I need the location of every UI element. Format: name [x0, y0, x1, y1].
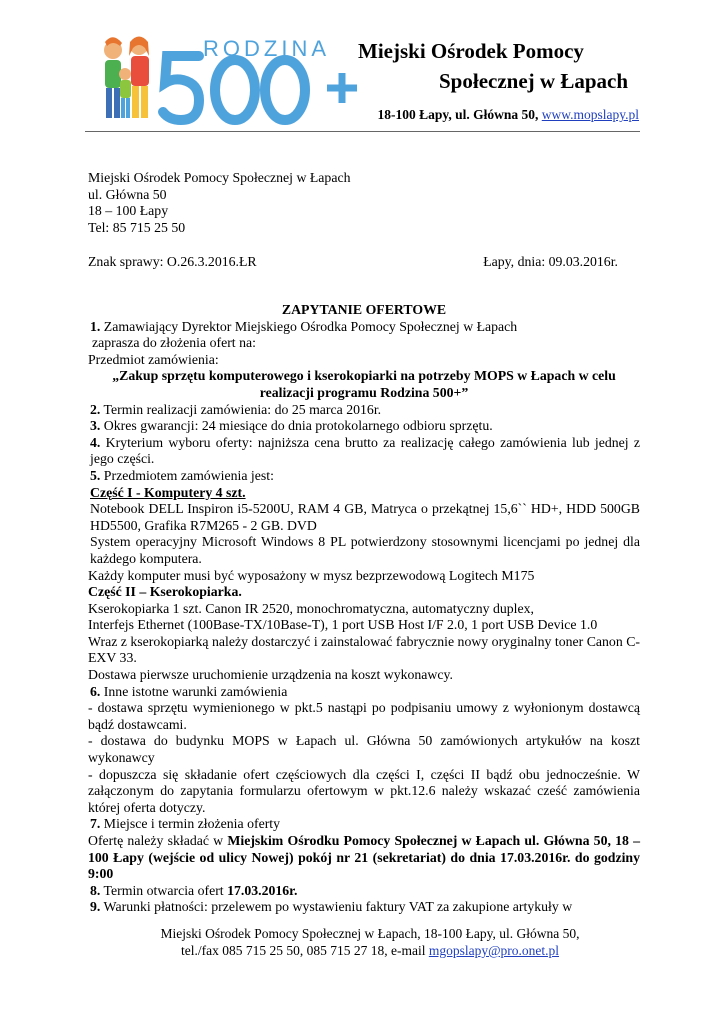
- point-number: 8.: [90, 882, 101, 898]
- point-number: 7.: [90, 816, 101, 832]
- point-6-a: - dostawa sprzętu wymienionego w pkt.5 nastąpi po podpisaniu umowy z wyłonionym dostawcą bądź dostawcami.: [88, 700, 640, 732]
- point-number: 2.: [90, 401, 101, 417]
- org-address: [340, 107, 639, 123]
- part-1-mouse: Każdy komputer musi być wyposażony w mysz bezprzewodową Logitech M175: [88, 567, 535, 583]
- point-number: 9.: [90, 899, 101, 915]
- point-3: [88, 418, 640, 435]
- email-link[interactable]: mgopslapy@pro.onet.pl: [428, 943, 559, 958]
- point-text: Termin realizacji zamówienia: do 25 marca 2016r.: [100, 401, 382, 417]
- reference-line: [88, 254, 618, 271]
- org-title-line2: Społecznej w Łapach: [439, 69, 628, 93]
- sender-line: ul. Główna 50: [88, 186, 167, 202]
- point-6: [88, 684, 640, 701]
- point-6-b: - dostawa do budynku MOPS w Łapach ul. Główna 50 zamówionych artykułów na koszt wykonawcy: [88, 733, 640, 766]
- point-text: Kryterium wyboru oferty: najniższa cena brutto za realizację całego zamówienia lub jednej z jego części.: [90, 434, 640, 467]
- website-link[interactable]: www.mopslapy.pl: [541, 107, 639, 122]
- footer-line1: Miejski Ośrodek Pomocy Społecznej w Łapach, 18-100 Łapy, ul. Główna 50,: [160, 926, 580, 941]
- point-number: 4.: [90, 434, 101, 450]
- part-2-title: Część II – Kserokopiarka.: [88, 584, 242, 600]
- sender-line: Tel: 85 715 25 50: [88, 219, 186, 235]
- document-date: Łapy, dnia: 09.03.2016r.: [483, 254, 618, 269]
- point-text: Przedmiotem zamówienia jest:: [100, 467, 274, 483]
- point-number: 3.: [90, 418, 101, 434]
- page-footer: [100, 925, 640, 959]
- org-title: [358, 36, 628, 96]
- point-7-details: [88, 833, 640, 883]
- footer-contact: tel./fax 085 715 25 50, 085 715 27 18, e-mail: [180, 943, 429, 958]
- point-7: [88, 816, 640, 833]
- sender-line: Miejski Ośrodek Pomocy Społecznej w Łapach: [88, 170, 351, 185]
- point-text: Okres gwarancji: 24 miesiące do dnia protokolarnego odbioru sprzętu.: [100, 418, 493, 434]
- rodzina-500-logo: [95, 28, 365, 128]
- part-2-toner: Wraz z kserokopiarką należy dostarczyć i zainstalować fabrycznie nowy oryginalny toner Canon C-EXV 33.: [88, 633, 640, 666]
- opening-date: 17.03.2016r.: [227, 882, 298, 898]
- logo-text: RODZINA: [203, 36, 330, 61]
- point-9: [88, 899, 640, 916]
- family-figures-icon: [104, 37, 149, 119]
- point-6-c: - dopuszcza się składanie ofert częściowych dla części I, części II bądź obu jednocześnie. W załączonym do zapytania formularzu ofertowym w pkt.12.6 należy wskazać cześć zamówienia której oferta dotyczy.: [88, 766, 640, 815]
- part-1-os: System operacyjny Microsoft Windows 8 PL potwierdzony stosownymi licencjami po jednej dla każdego komputera.: [90, 534, 640, 566]
- sender-line: 18 – 100 Łapy: [88, 203, 169, 219]
- sender-address-block: [88, 170, 350, 236]
- part-2-spec: Kserokopiarka 1 szt. Canon IR 2520, monochromatyczna, automatyczny duplex,: [88, 600, 534, 616]
- point-text: Warunki płatności: przelewem po wystawieniu faktury VAT za zakupione artykuły w: [100, 899, 573, 915]
- point-5: [88, 468, 640, 485]
- point-number: 6.: [90, 683, 101, 699]
- part-1-spec: Notebook DELL Inspiron i5-5200U, RAM 4 GB, Matryca o przekątnej 15,6`` HD+, HDD 500GB HD5500, Grafika R7M265 - 2 GB. DVD: [90, 501, 640, 533]
- point-text: Inne istotne warunki zamówienia: [100, 683, 288, 699]
- point-number: 1.: [90, 318, 101, 334]
- point-1-continuation: zaprasza do złożenia ofert na:: [92, 335, 256, 351]
- point-1: [88, 319, 640, 336]
- document-body: [88, 302, 640, 916]
- subject-label: Przedmiot zamówienia:: [88, 351, 219, 367]
- submission-place: Miejskim Ośrodku Pomocy Społecznej w Łapach ul. Główna 50, 18 – 100 Łapy (wejście od ulicy Nowej) pokój nr 21 (sekretariat) do dnia 17.03.2016r. do godziny 9:00: [88, 833, 640, 882]
- document-title: ZAPYTANIE OFERTOWE: [281, 302, 447, 317]
- point-4: [88, 435, 640, 468]
- point-number: 5.: [90, 467, 101, 483]
- part-2-delivery: Dostawa pierwsze uruchomienie urządzenia na koszt wykonawcy.: [88, 667, 453, 683]
- subject-title: „Zakup sprzętu komputerowego i kserokopiarki na potrzeby MOPS w Łapach w celu realizacji programu Rodzina 500+”: [112, 368, 616, 400]
- point-text: Termin otwarcia ofert: [100, 882, 228, 898]
- address-text: 18-100 Łapy, ul. Główna 50,: [377, 107, 542, 122]
- point-2: [88, 402, 640, 419]
- number-500-icon: [163, 56, 305, 120]
- point-8: [88, 883, 640, 900]
- org-title-line1: Miejski Ośrodek Pomocy: [358, 39, 584, 63]
- point-text: Zamawiający Dyrektor Miejskiego Ośrodka Pomocy Społecznej w Łapach: [100, 318, 518, 334]
- header-divider: [85, 131, 640, 132]
- case-number: Znak sprawy: O.26.3.2016.ŁR: [88, 254, 257, 269]
- point-text: Ofertę należy składać w: [88, 833, 228, 848]
- plus-icon: [327, 73, 357, 103]
- part-1-title: Część I - Komputery 4 szt.: [90, 484, 246, 500]
- point-text: Miejsce i termin złożenia oferty: [100, 816, 281, 832]
- part-2-interface: Interfejs Ethernet (100Base-TX/10Base-T), 1 port USB Host I/F 2.0, 1 port USB Device 1.0: [88, 617, 598, 633]
- footer-line2: [100, 942, 640, 959]
